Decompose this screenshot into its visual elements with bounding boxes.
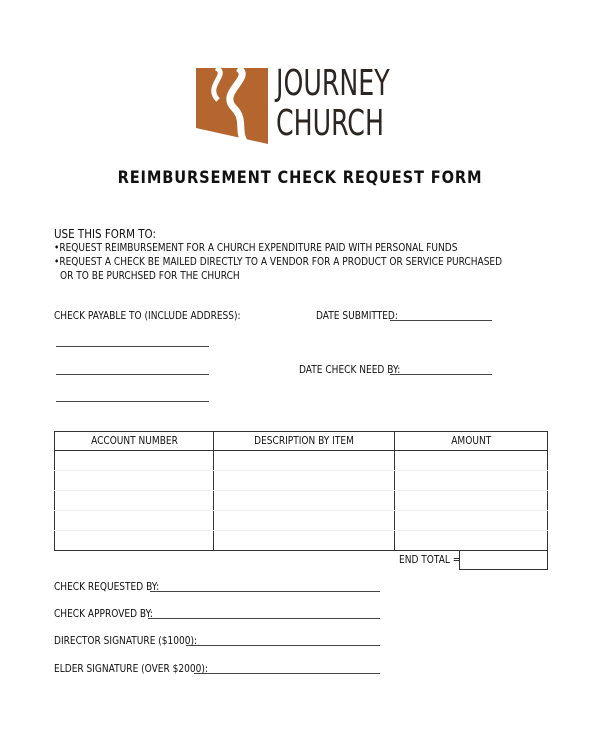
elder-signature-field[interactable] bbox=[194, 673, 380, 674]
table-row bbox=[55, 511, 548, 531]
description-cell[interactable] bbox=[214, 531, 395, 551]
amount-header: AMOUNT bbox=[395, 432, 548, 451]
check-payable-label: CHECK PAYABLE TO (INCLUDE ADDRESS): bbox=[54, 310, 241, 322]
end-total-label: END TOTAL = bbox=[399, 554, 461, 566]
payable-address-line-2[interactable] bbox=[56, 374, 209, 375]
table-row bbox=[55, 451, 548, 471]
description-cell[interactable] bbox=[214, 451, 395, 471]
payable-address-line-3[interactable] bbox=[56, 401, 209, 402]
amount-cell[interactable] bbox=[395, 491, 548, 511]
date-submitted-label: DATE SUBMITTED: bbox=[316, 310, 398, 322]
logo-line-church: CHURCH bbox=[276, 103, 384, 144]
items-table bbox=[54, 431, 548, 551]
director-signature-label: DIRECTOR SIGNATURE ($1000): bbox=[54, 635, 198, 647]
description-cell[interactable] bbox=[214, 471, 395, 491]
table-header-row bbox=[55, 432, 548, 451]
account-cell[interactable] bbox=[55, 491, 214, 511]
account-cell[interactable] bbox=[55, 511, 214, 531]
form-title: REIMBURSEMENT CHECK REQUEST FORM bbox=[117, 168, 483, 188]
amount-cell[interactable] bbox=[395, 511, 548, 531]
date-needed-field[interactable] bbox=[390, 374, 492, 375]
instruction-bullet-2-cont: OR TO BE PURCHSED FOR THE CHURCH bbox=[60, 270, 240, 282]
description-cell[interactable] bbox=[214, 491, 395, 511]
director-signature-field[interactable] bbox=[186, 645, 380, 646]
date-submitted-field[interactable] bbox=[390, 320, 492, 321]
check-requested-label: CHECK REQUESTED BY: bbox=[54, 581, 160, 593]
description-cell[interactable] bbox=[214, 511, 395, 531]
logo-line-journey: JOURNEY bbox=[276, 63, 390, 104]
account-cell[interactable] bbox=[55, 531, 214, 551]
instruction-bullet-1: •REQUEST REIMBURSEMENT FOR A CHURCH EXPENDITURE PAID WITH PERSONAL FUNDS bbox=[54, 242, 458, 254]
church-name-logo bbox=[276, 64, 390, 144]
check-requested-field[interactable] bbox=[150, 591, 380, 592]
check-approved-label: CHECK APPROVED BY: bbox=[54, 608, 153, 620]
amount-cell[interactable] bbox=[395, 451, 548, 471]
payable-address-line-1[interactable] bbox=[56, 346, 209, 347]
amount-cell[interactable] bbox=[395, 531, 548, 551]
table-row bbox=[55, 471, 548, 491]
amount-cell[interactable] bbox=[395, 471, 548, 491]
account-cell[interactable] bbox=[55, 451, 214, 471]
table-row bbox=[55, 531, 548, 551]
account-cell[interactable] bbox=[55, 471, 214, 491]
instructions-heading: USE THIS FORM TO: bbox=[54, 227, 156, 241]
end-total-field[interactable] bbox=[459, 550, 548, 570]
church-logo-icon bbox=[196, 68, 268, 144]
description-header: DESCRIPTION BY ITEM bbox=[214, 432, 395, 451]
table-row bbox=[55, 491, 548, 511]
instruction-bullet-2: •REQUEST A CHECK BE MAILED DIRECTLY TO A VENDOR FOR A PRODUCT OR SERVICE PURCHASED bbox=[54, 256, 503, 268]
check-approved-field[interactable] bbox=[148, 618, 380, 619]
date-needed-label: DATE CHECK NEED BY: bbox=[299, 364, 401, 376]
elder-signature-label: ELDER SIGNATURE (OVER $2000): bbox=[54, 663, 208, 675]
account-number-header: ACCOUNT NUMBER bbox=[55, 432, 214, 451]
